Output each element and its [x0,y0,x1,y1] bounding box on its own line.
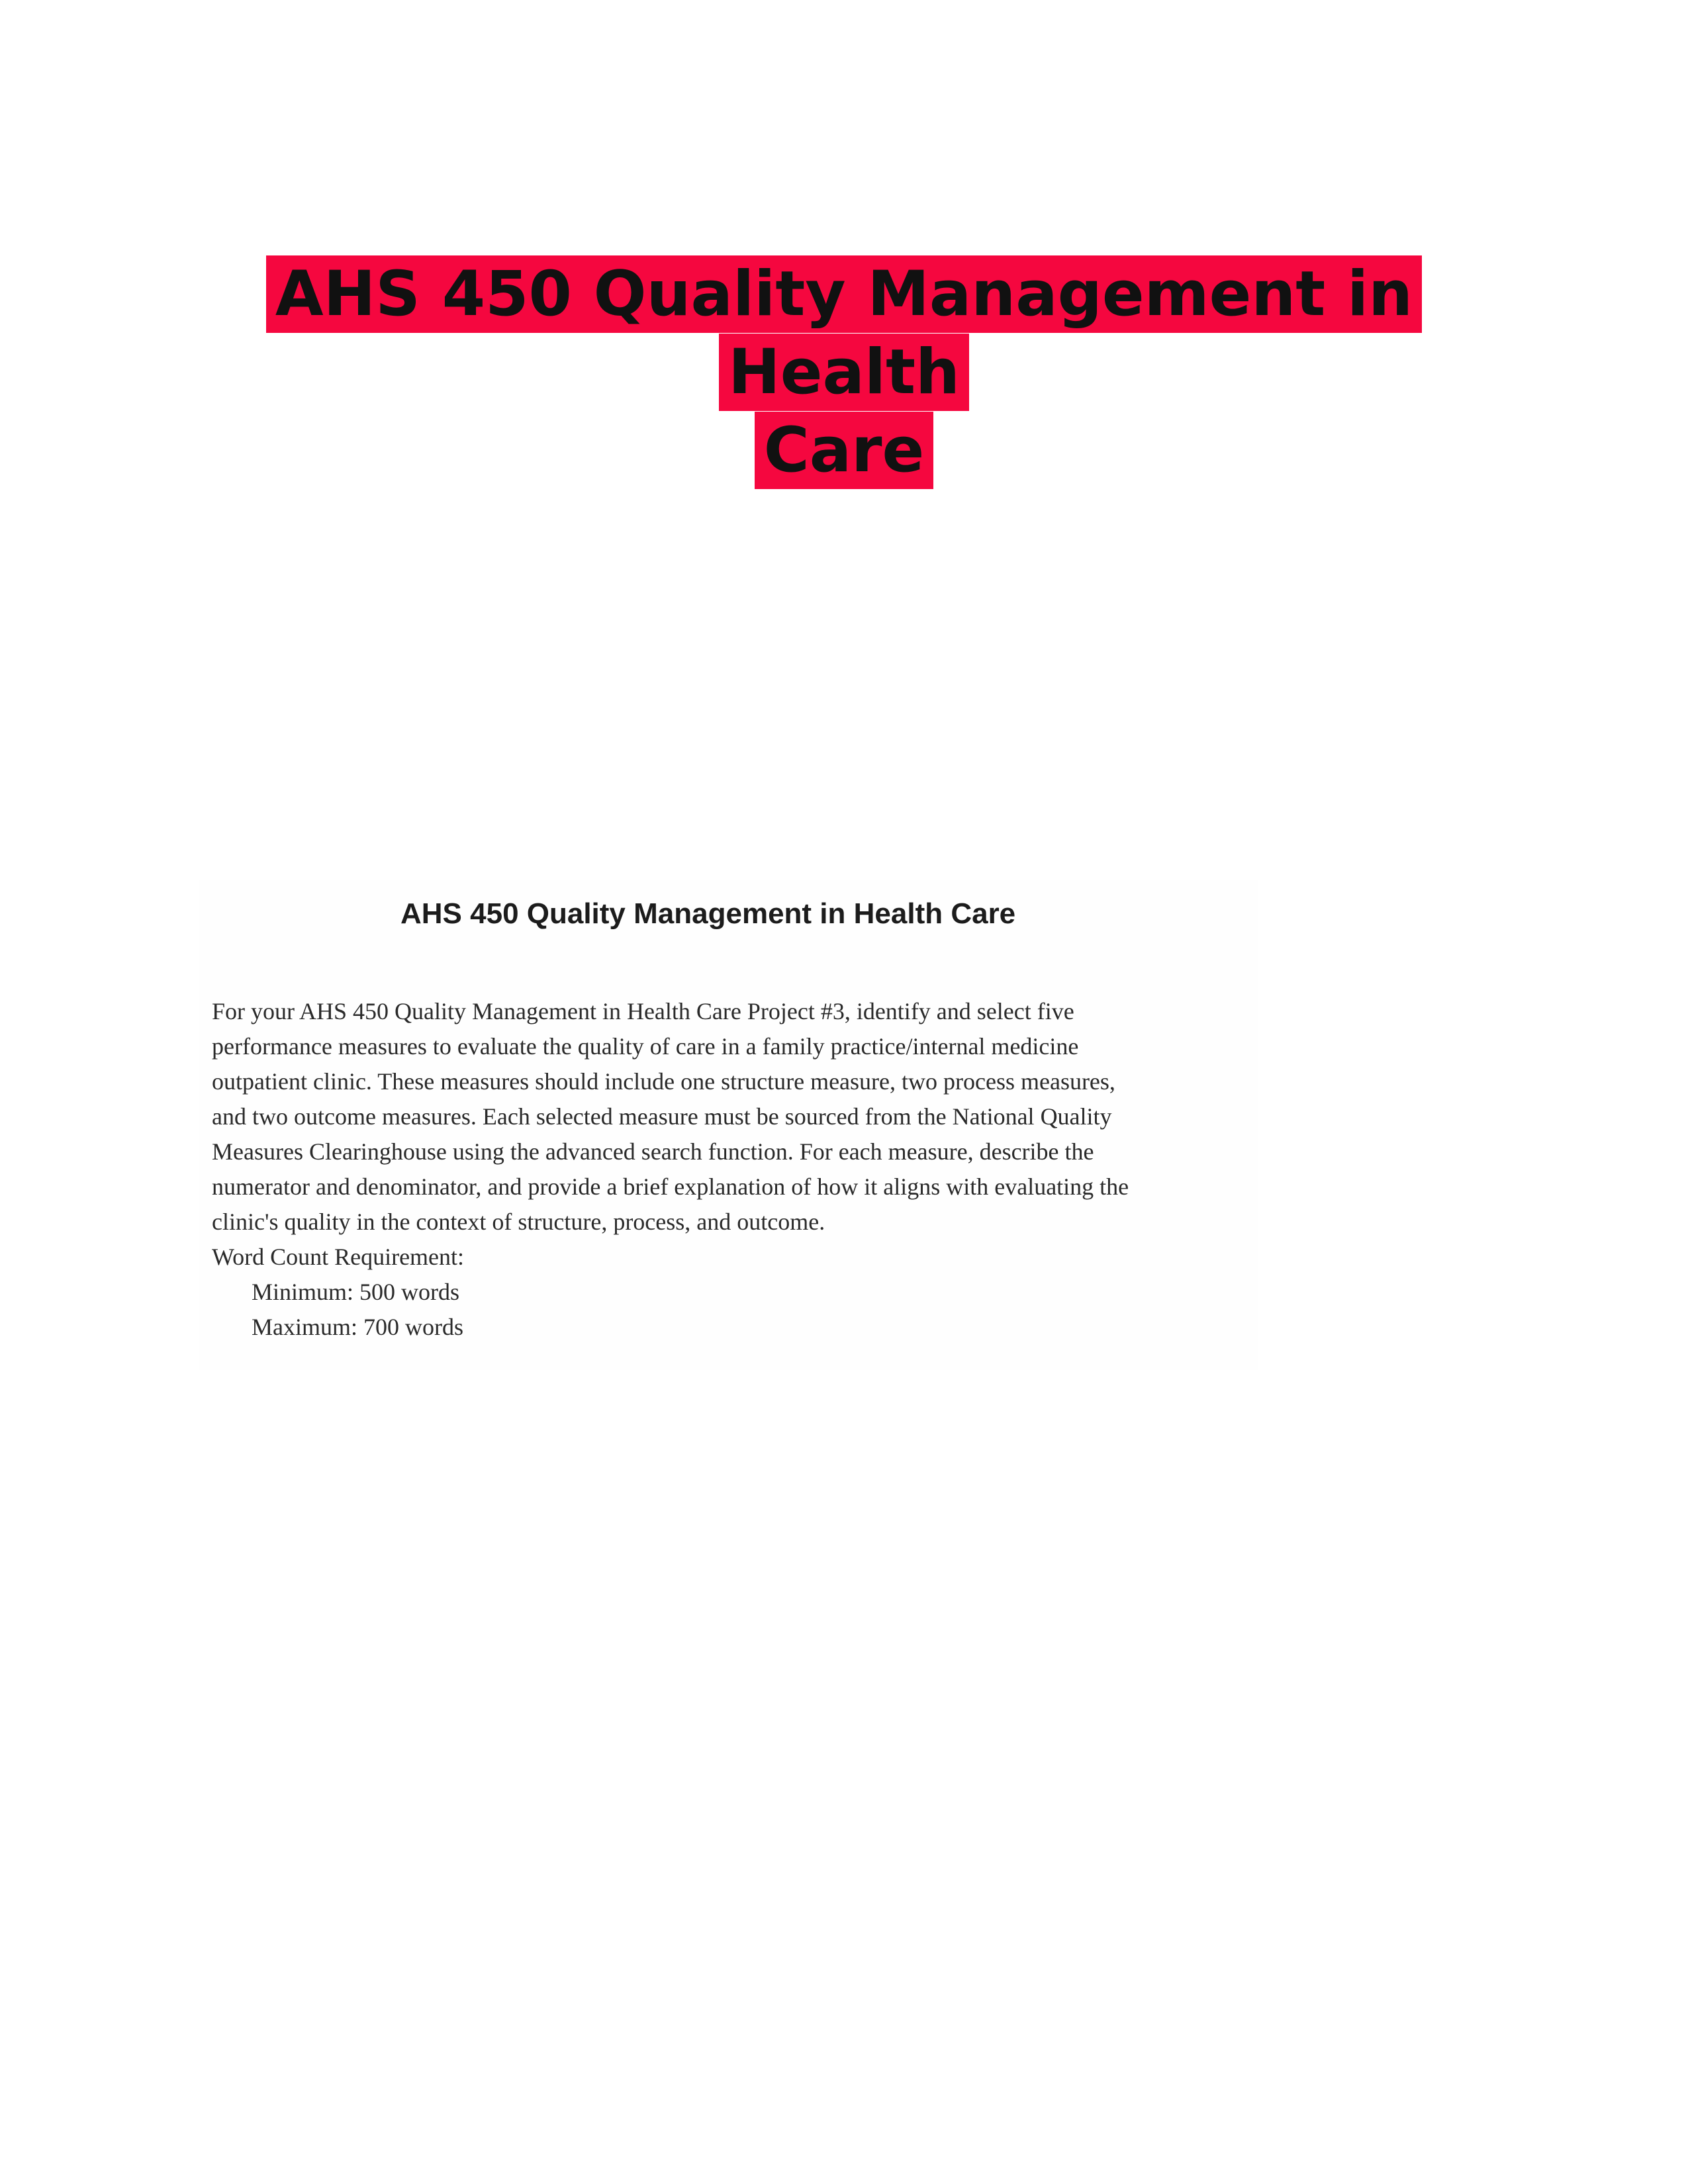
paragraph-line: numerator and denominator, and provide a brief explanation of how it aligns with evaluating the [212,1173,1129,1200]
embedded-document-image [199,880,1258,1370]
paragraph-line: and two outcome measures. Each selected measure must be sourced from the National Quality [212,1103,1112,1130]
title-line-2: Care [755,412,934,489]
document-heading: AHS 450 Quality Management in Health Care [400,897,1016,930]
title-line-1: AHS 450 Quality Management in Health [266,255,1422,411]
word-count-label: Word Count Requirement: [212,1244,465,1270]
paragraph-line: performance measures to evaluate the quality of care in a family practice/internal medicine [212,1033,1079,1060]
page-title [218,255,1470,490]
paragraph-line: outpatient clinic. These measures should include one structure measure, two process measures, [212,1068,1115,1095]
word-count-maximum: Maximum: 700 words [252,1314,463,1340]
paragraph-line: For your AHS 450 Quality Management in Health Care Project #3, identify and select five [212,998,1074,1024]
paragraph-line: clinic's quality in the context of structure, process, and outcome. [212,1208,825,1235]
word-count-minimum: Minimum: 500 words [252,1279,460,1305]
document-body [212,994,1258,1345]
paragraph-line: Measures Clearinghouse using the advanced search function. For each measure, describe the [212,1138,1094,1165]
